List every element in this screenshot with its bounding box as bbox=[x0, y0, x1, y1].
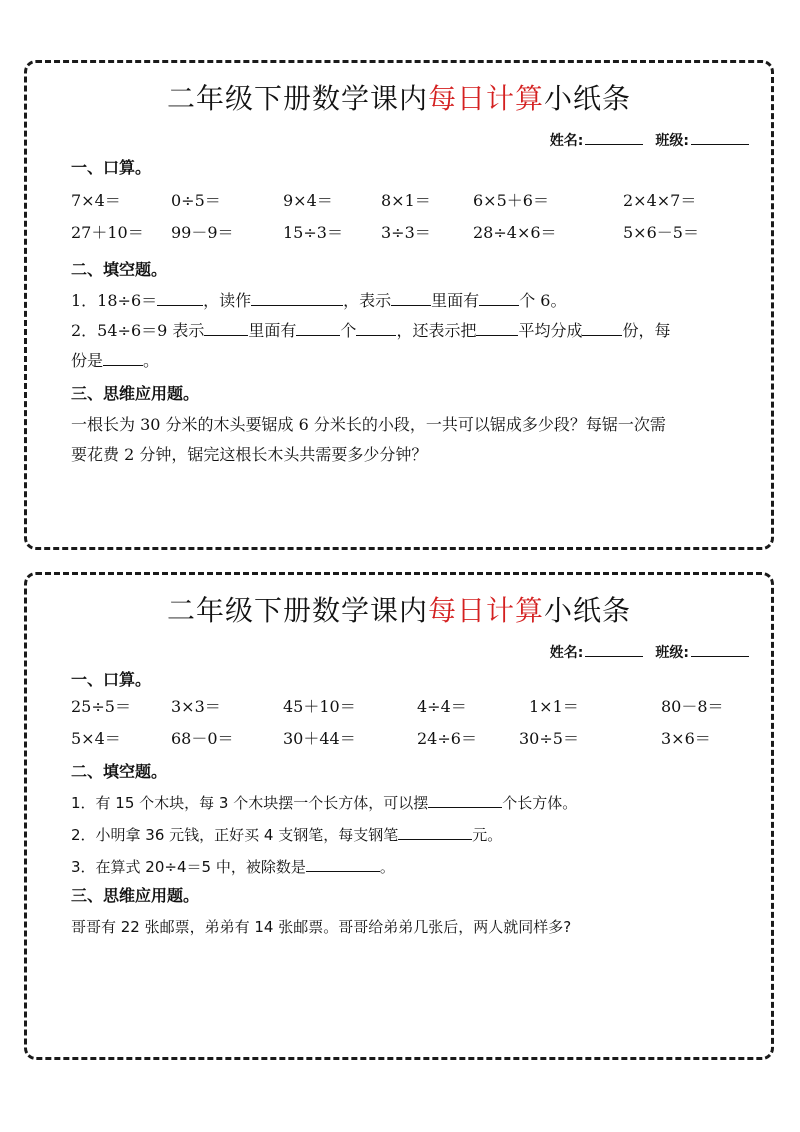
class-label: 班级: bbox=[655, 645, 689, 661]
calc-item: 45＋10＝ bbox=[283, 697, 356, 716]
calc-item: 2×4×7＝ bbox=[623, 191, 697, 210]
calc-row bbox=[27, 189, 771, 213]
calc-item: 27＋10＝ bbox=[71, 223, 144, 242]
word-problem-line: 要花费 2 分钟，锯完这根长木头共需要多少分钟？ bbox=[71, 445, 428, 464]
calc-item: 5×4＝ bbox=[71, 729, 121, 748]
answer-blank[interactable] bbox=[296, 320, 340, 336]
title-highlight: 每日计算 bbox=[427, 594, 544, 627]
class-blank[interactable] bbox=[691, 643, 749, 657]
calc-item: 99－9＝ bbox=[171, 223, 234, 242]
fill-question-2: 2．小明拿 36 元钱，正好买 4 支钢笔，每支钢笔 元。 bbox=[71, 826, 503, 844]
answer-blank[interactable] bbox=[582, 320, 622, 336]
calc-item: 3×3＝ bbox=[171, 697, 221, 716]
calc-item: 3÷3＝ bbox=[381, 223, 431, 242]
calc-item: 3×6＝ bbox=[661, 729, 711, 748]
section-heading-oral: 一、口算。 bbox=[71, 670, 152, 689]
calc-item: 8×1＝ bbox=[381, 191, 431, 210]
answer-blank[interactable] bbox=[204, 320, 248, 336]
worksheet-title: 二年级下册数学课内每日计算小纸条 bbox=[166, 82, 632, 115]
calc-item: 0÷5＝ bbox=[171, 191, 221, 210]
section-heading-oral: 一、口算。 bbox=[71, 158, 152, 177]
section-heading-fill: 二、填空题。 bbox=[71, 762, 168, 781]
answer-blank[interactable] bbox=[479, 290, 519, 306]
calc-item: 6×5＋6＝ bbox=[473, 191, 549, 210]
name-label: 姓名: bbox=[549, 133, 584, 149]
calc-item: 30÷5＝ bbox=[519, 729, 579, 748]
word-problem-line: 哥哥有 22 张邮票，弟弟有 14 张邮票。哥哥给弟弟几张后，两人就同样多? bbox=[71, 918, 572, 936]
fill-question-1: 1．18÷6＝ ，读作 ，表示 里面有 个 6。 bbox=[71, 291, 567, 310]
calc-item: 28÷4×6＝ bbox=[473, 223, 557, 242]
fill-question-2-cont: 份是 。 bbox=[71, 351, 160, 370]
fill-question-3: 3．在算式 20÷4＝5 中，被除数是 。 bbox=[71, 858, 395, 876]
section-heading-word-problem: 三、思维应用题。 bbox=[71, 384, 200, 403]
answer-blank[interactable] bbox=[391, 290, 431, 306]
name-class-row bbox=[550, 643, 749, 662]
answer-blank[interactable] bbox=[306, 856, 380, 872]
answer-blank[interactable] bbox=[398, 824, 472, 840]
fill-question-2: 2．54÷6＝9 表示 里面有 个 ，还表示把 平均分成 份，每 bbox=[71, 321, 671, 340]
calc-item: 24÷6＝ bbox=[417, 729, 477, 748]
answer-blank[interactable] bbox=[251, 290, 343, 306]
calc-item: 9×4＝ bbox=[283, 191, 333, 210]
answer-blank[interactable] bbox=[428, 792, 502, 808]
answer-blank[interactable] bbox=[103, 350, 143, 366]
calc-item: 30＋44＝ bbox=[283, 729, 356, 748]
name-blank[interactable] bbox=[585, 643, 643, 657]
worksheet-title: 二年级下册数学课内每日计算小纸条 bbox=[166, 594, 632, 627]
class-blank[interactable] bbox=[691, 131, 749, 145]
answer-blank[interactable] bbox=[157, 290, 203, 306]
word-problem-line: 一根长为 30 分米的木头要锯成 6 分米长的小段，一共可以锯成多少段？每锯一次需 bbox=[71, 415, 666, 434]
calc-item: 68－0＝ bbox=[171, 729, 234, 748]
worksheet-card-2 bbox=[24, 572, 774, 1060]
answer-blank[interactable] bbox=[356, 320, 396, 336]
title-highlight: 每日计算 bbox=[427, 82, 544, 115]
calc-item: 25÷5＝ bbox=[71, 697, 131, 716]
name-label: 姓名: bbox=[549, 645, 584, 661]
calc-item: 80－8＝ bbox=[661, 697, 724, 716]
calc-row bbox=[27, 727, 771, 751]
fill-question-1: 1．有 15 个木块，每 3 个木块摆一个长方体，可以摆 个长方体。 bbox=[71, 794, 578, 812]
answer-blank[interactable] bbox=[476, 320, 518, 336]
calc-item: 4÷4＝ bbox=[417, 697, 467, 716]
worksheet-card-1 bbox=[24, 60, 774, 550]
calc-item: 5×6－5＝ bbox=[623, 223, 699, 242]
calc-item: 7×4＝ bbox=[71, 191, 121, 210]
section-heading-word-problem: 三、思维应用题。 bbox=[71, 886, 200, 905]
class-label: 班级: bbox=[655, 133, 689, 149]
calc-row bbox=[27, 695, 771, 719]
calc-row bbox=[27, 221, 771, 245]
calc-item: 1×1＝ bbox=[529, 697, 579, 716]
calc-item: 15÷3＝ bbox=[283, 223, 343, 242]
name-blank[interactable] bbox=[585, 131, 643, 145]
name-class-row bbox=[550, 131, 749, 150]
section-heading-fill: 二、填空题。 bbox=[71, 260, 168, 279]
